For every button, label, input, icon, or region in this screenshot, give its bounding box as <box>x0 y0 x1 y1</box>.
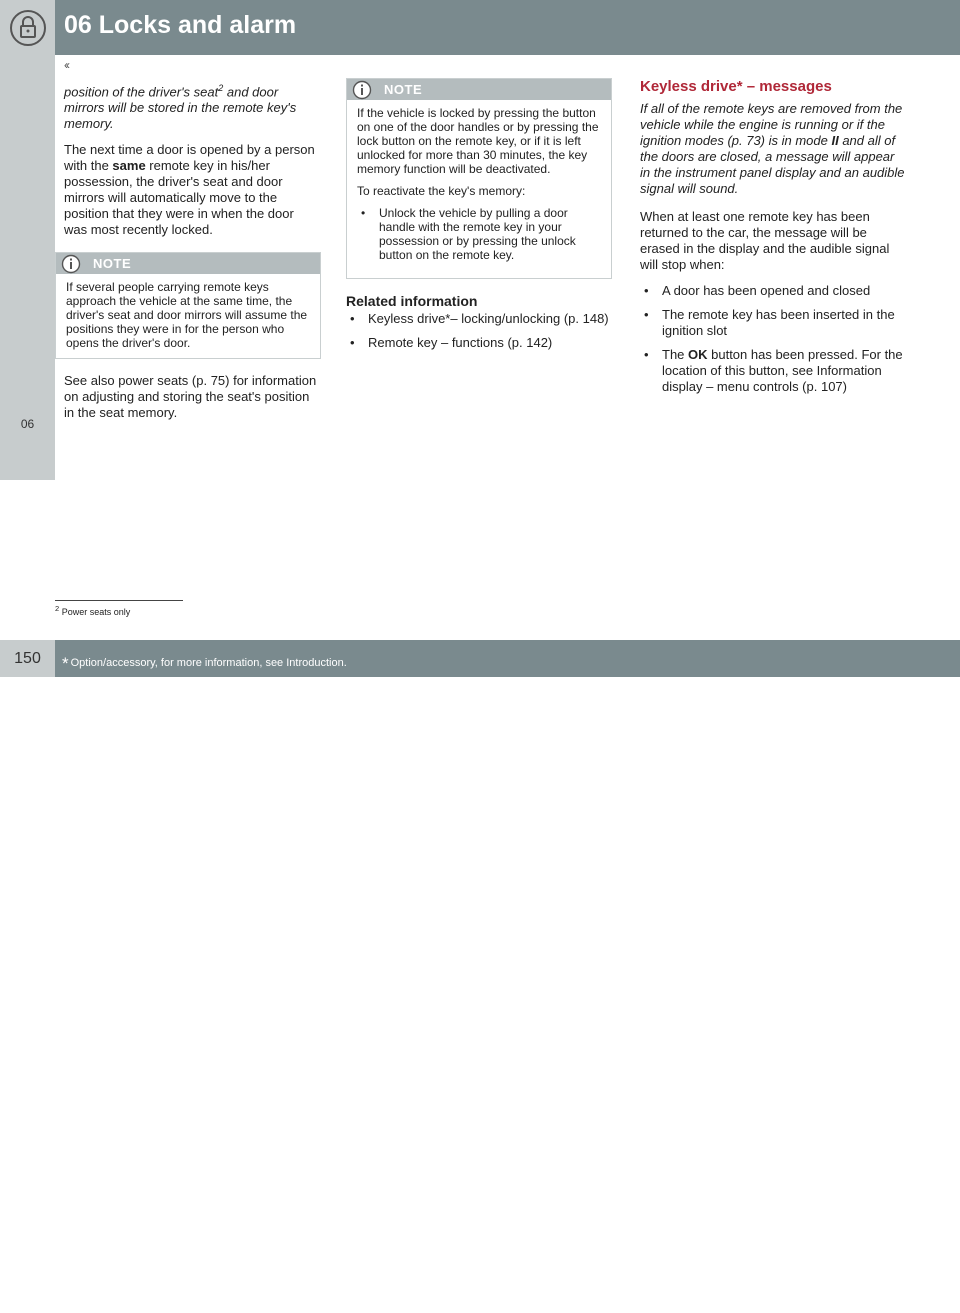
chapter-tab-number: 06 <box>20 417 35 431</box>
page-number-box <box>0 640 55 677</box>
list-item: • The remote key has been inserted in the ignition slot <box>644 307 895 338</box>
note-bullet-list <box>357 206 603 262</box>
see-also-paragraph: See also power seats (p. 75) for information on adjusting and storing the seat's position in the seat memory. <box>64 373 317 421</box>
related-section <box>346 293 612 351</box>
note-content <box>347 100 611 278</box>
lock-icon <box>9 9 47 47</box>
page-number: 150 <box>14 650 41 667</box>
column-left <box>64 80 320 431</box>
column-middle <box>346 78 612 359</box>
related-title: Related information <box>346 293 478 309</box>
note-box <box>55 252 321 359</box>
page-title: 06 Locks and alarm <box>64 11 297 39</box>
memory-paragraph: The next time a door is opened by a person with the same remote key in his/her possession, the driver's seat and door mirrors will automatically move to the position that they were in when the door was most recently locked. <box>64 142 315 238</box>
page-footer <box>0 640 960 1312</box>
watermark: carmanualsonline.info <box>683 1285 938 1312</box>
related-link[interactable]: • Keyless drive*– locking/unlocking (p. 148) <box>350 311 609 326</box>
note-text: If several people carrying remote keys approach the vehicle at the same time, the driver's seat and door mirrors will assume the positions they were in for the person who opens the driver's door. <box>66 280 308 351</box>
conditions-list <box>640 283 908 395</box>
note-header <box>56 253 320 274</box>
intro-paragraph: position of the driver's seat$^2$ and door mirrors will be stored in the remote key's memory. <box>64 83 297 132</box>
body-paragraph: When at least one remote key has been returned to the car, the message will be erased in the display and the audible signal will stop when: <box>640 209 890 272</box>
note-label: NOTE <box>93 256 132 272</box>
note-label: NOTE <box>384 82 423 97</box>
footer-note: * Option/accessory, for more information, see Introduction. <box>62 654 347 673</box>
chapter-tab <box>0 55 55 480</box>
related-link[interactable]: • Remote key – functions (p. 142) <box>350 335 553 350</box>
note-box <box>346 78 612 279</box>
note-header <box>347 79 611 100</box>
footnote-divider <box>55 600 183 601</box>
footnote: $^2$ Power seats only <box>55 604 131 617</box>
note-text: If the vehicle is locked by pressing the button on one of the door handles or by pressing the lock button on the remote key, or if it is left unlocked for more than 30 minutes, the key memory function will be deactivated. <box>357 106 599 176</box>
intro-paragraph: If all of the remote keys are removed from the vehicle while the engine is running or if the ignition modes (p. 73) is in mode II and all of the doors are closed, a message will appear in the instrument panel display and an audible signal will sound. <box>640 101 905 196</box>
related-list <box>346 311 612 351</box>
column-right <box>640 79 908 403</box>
chapter-icon-box <box>0 0 55 55</box>
list-item: • Unlock the vehicle by pulling a door handle with the remote key in your possession or by pressing the unlock button on the remote key. <box>361 206 576 262</box>
note-text: To reactivate the key's memory: <box>357 184 526 198</box>
list-item: • The OK button has been pressed. For the location of this button, see Information display – menu controls (p. 107) <box>644 347 903 394</box>
section-heading: Keyless drive* – messages <box>640 78 832 95</box>
continued-marker: ‹‹ <box>64 58 68 72</box>
info-icon <box>352 80 372 100</box>
list-item: • A door has been opened and closed <box>644 283 871 298</box>
info-icon <box>61 254 81 274</box>
